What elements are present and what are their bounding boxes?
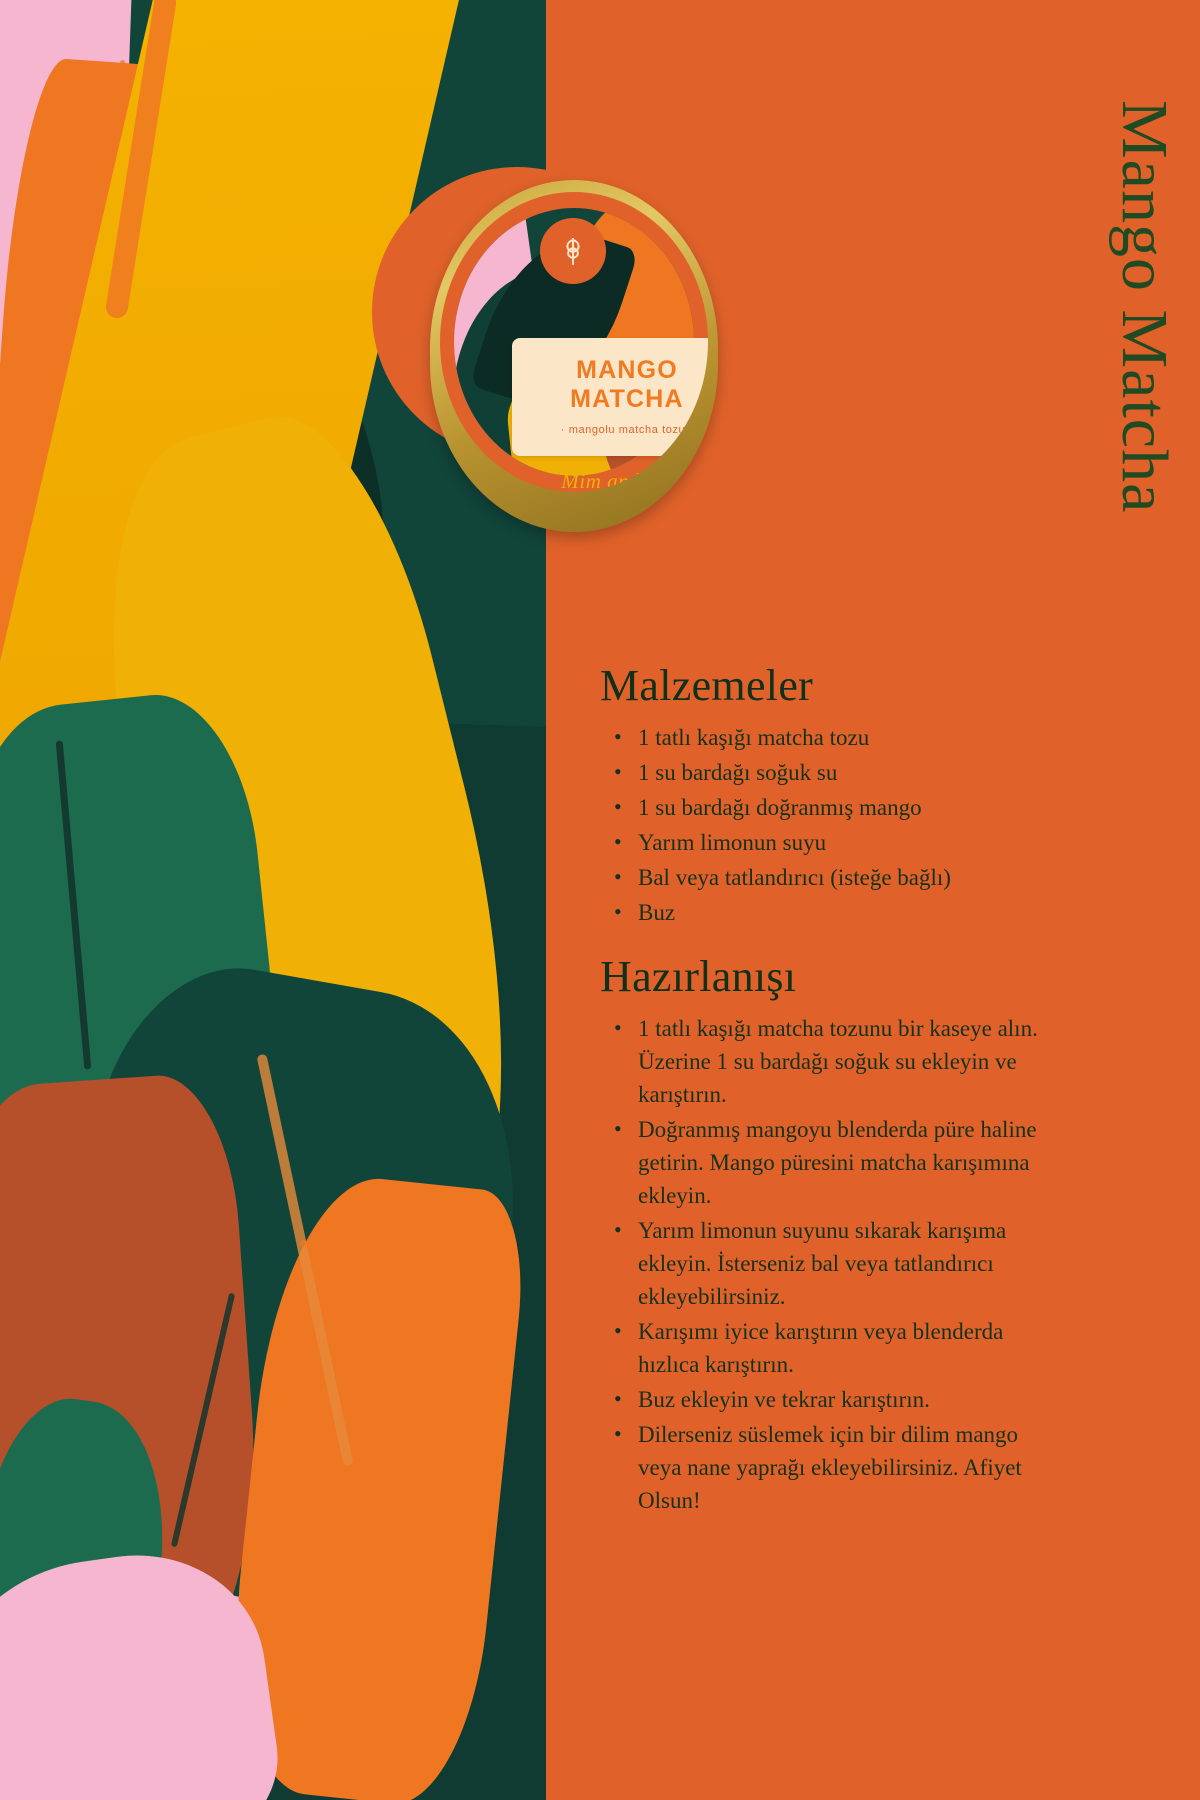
art-speck: [300, 1240, 307, 1247]
art-speck: [275, 1355, 281, 1361]
list-item: • 1 tatlı kaşığı matcha tozu: [638, 721, 1060, 754]
list-item: • Karışımı iyice karıştırın veya blenderda hızlıca karıştırın.: [638, 1315, 1060, 1381]
steps-title: Hazırlanışı: [600, 952, 797, 1001]
list-item: • Doğranmış mangoyu blenderda püre haline getirin. Mango püresini matcha karışımına ekleyin.: [638, 1113, 1060, 1212]
list-item: • Dilerseniz süslemek için bir dilim mango veya nane yaprağı ekleyebilirsiniz. Afiyet Olsun!: [638, 1418, 1060, 1517]
art-speck: [330, 1300, 335, 1305]
recipe-content: [600, 660, 1060, 1519]
tin-body: [430, 180, 718, 532]
brand-name: Mim and More: [561, 469, 693, 492]
product-name-line2: MATCHA: [570, 385, 684, 413]
tin-inner-ring: [440, 192, 708, 492]
wheat-sprig-icon: [540, 218, 606, 284]
list-item: • 1 tatlı kaşığı matcha tozunu bir kaseye alın. Üzerine 1 su bardağı soğuk su ekleyin ve karıştırın.: [638, 1012, 1060, 1111]
product-subtitle: · mangolu matcha tozu ·: [560, 424, 694, 436]
product-tin: [372, 167, 717, 537]
tin-label: [512, 338, 708, 456]
list-item: • 1 su bardağı soğuk su: [638, 756, 1060, 789]
list-item: • Bal veya tatlandırıcı (isteğe bağlı): [638, 861, 1060, 894]
art-speck: [345, 1420, 349, 1424]
product-name-line1: MANGO: [576, 356, 678, 384]
list-item: • Buz ekleyin ve tekrar karıştırın.: [638, 1383, 1060, 1416]
list-item: • Buz: [638, 896, 1060, 929]
list-item: • Yarım limonun suyunu sıkarak karışıma ekleyin. İsterseniz bal veya tatlandırıcı ekleyebilirsiniz.: [638, 1214, 1060, 1313]
ingredients-list: [600, 721, 1060, 929]
ingredients-title: Malzemeler: [600, 661, 814, 710]
list-item: • 1 su bardağı doğranmış mango: [638, 791, 1060, 824]
list-item: • Yarım limonun suyu: [638, 826, 1060, 859]
steps-list: [600, 1012, 1060, 1517]
page-title: Mango Matcha: [1108, 100, 1181, 514]
art-speck: [120, 60, 125, 65]
